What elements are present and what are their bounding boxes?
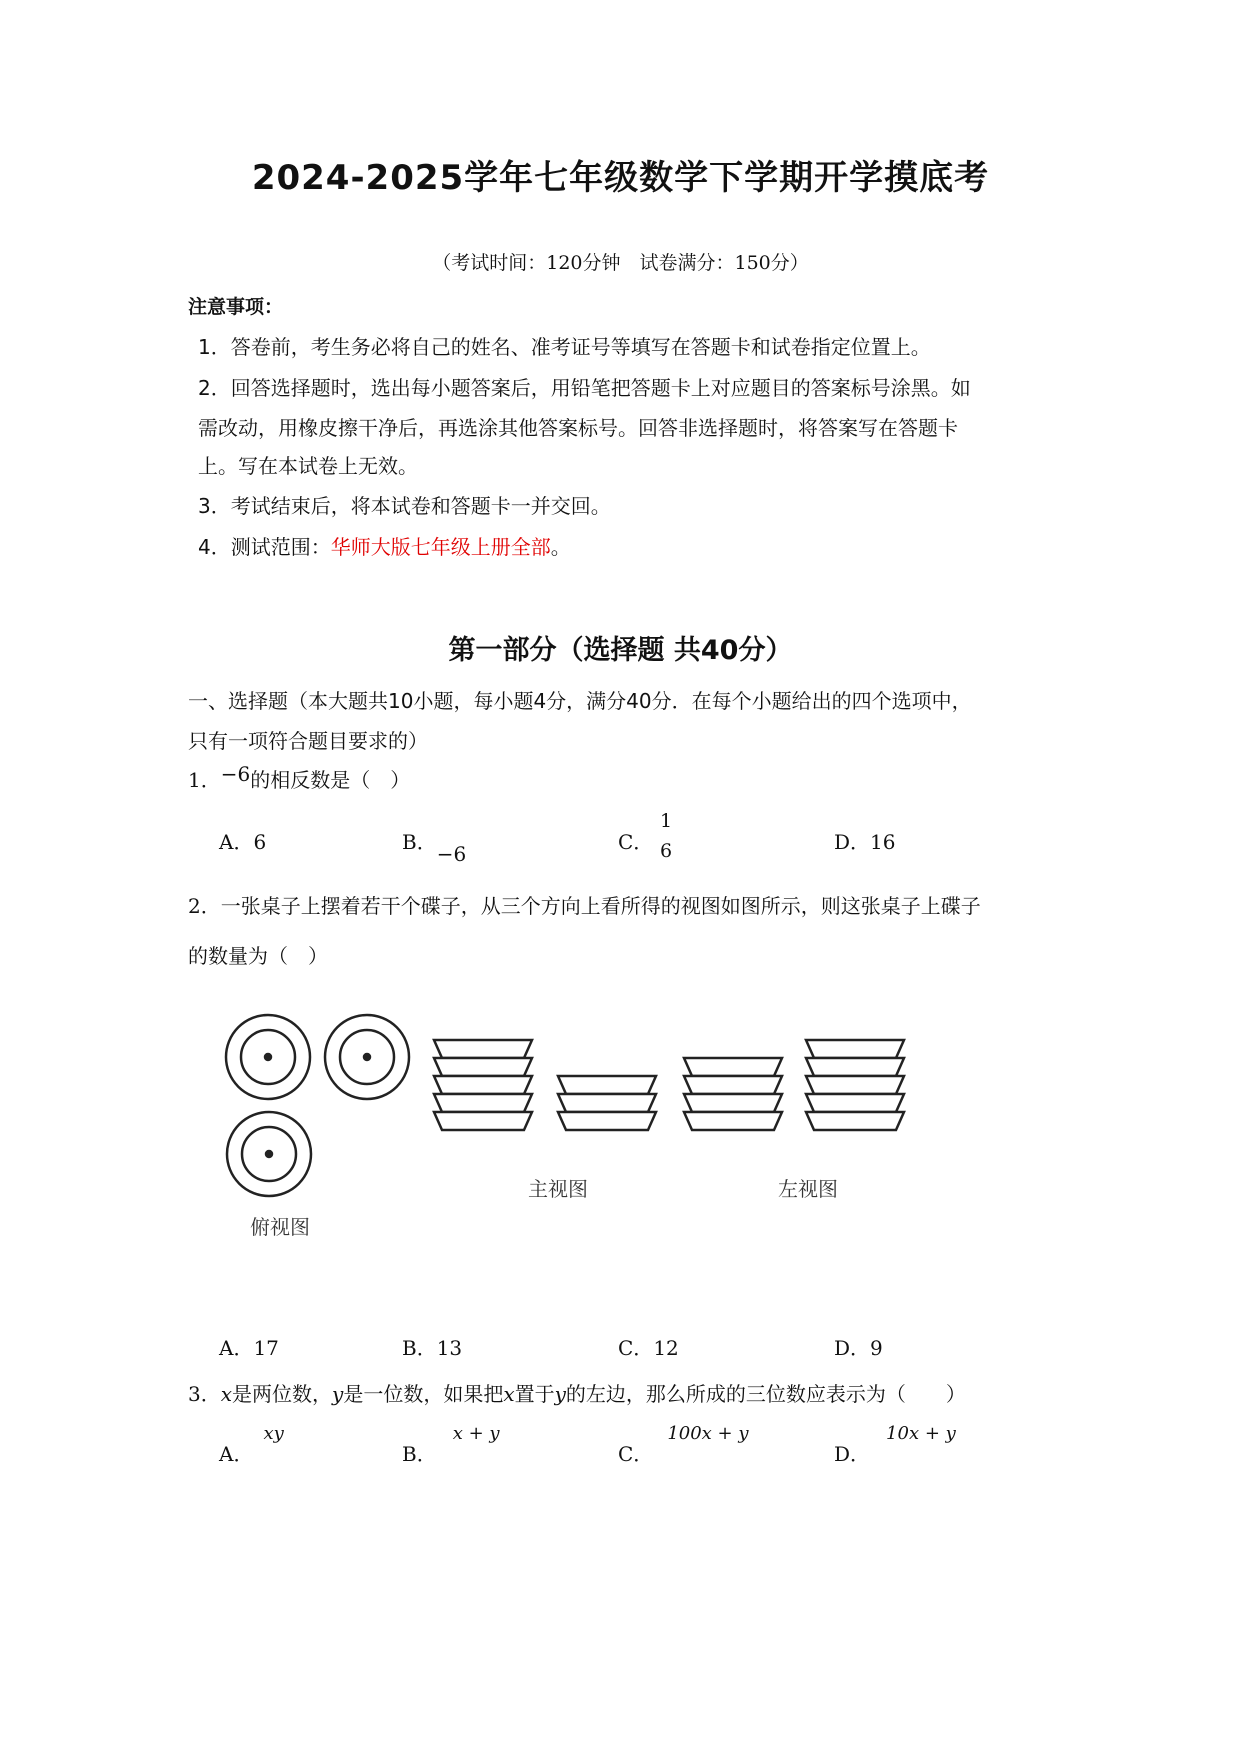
- q1-option-a[interactable]: A．6: [219, 830, 267, 854]
- q3-option-c[interactable]: C．100x + y: [618, 1423, 749, 1466]
- notice-item-4-suffix: 。: [550, 535, 571, 559]
- question-2-line1: 2．一张桌子上摆着若干个碟子，从三个方向上看所得的视图如图所示，则这张桌子上碟子: [188, 894, 981, 918]
- part1-heading: 第一部分（选择题 共40分）: [448, 635, 793, 666]
- q3-option-a[interactable]: A．xy: [219, 1423, 284, 1466]
- notice-item-2: 2．回答选择题时，选出每小题答案后，用铅笔把答题卡上对应题目的答案标号涂黑。如: [198, 376, 971, 400]
- q2-option-b[interactable]: B．13: [402, 1336, 463, 1360]
- q2-option-d[interactable]: D．9: [834, 1336, 883, 1360]
- front-view-stacks: [434, 1040, 656, 1130]
- question-3: 3．x是两位数，y是一位数，如果把x置于y的左边，那么所成的三位数应表示为（ ）: [188, 1382, 966, 1406]
- q2-option-a[interactable]: A．17: [219, 1336, 279, 1360]
- question-1: [188, 764, 410, 793]
- fraction-denominator: 6: [659, 840, 673, 862]
- q1-option-b[interactable]: B．−6: [402, 830, 467, 866]
- var-y: y: [332, 1382, 344, 1406]
- fraction-numerator: 1: [659, 810, 673, 832]
- plates-three-views-figure: [200, 1000, 960, 1260]
- top-view-label: 俯视图: [250, 1215, 310, 1239]
- notice-item-2-cont: 需改动，用橡皮擦干净后，再选涂其他答案标号。回答非选择题时，将答案写在答题卡: [198, 416, 958, 440]
- question-2-line2: 的数量为（ ）: [188, 944, 328, 968]
- question-1-text: 的相反数是（ ）: [250, 768, 411, 792]
- notice-item-2-end: 上。写在本试卷上无效。: [198, 454, 418, 478]
- top-view-plates: [226, 1015, 409, 1196]
- left-view-label: 左视图: [778, 1177, 838, 1201]
- q3-option-d[interactable]: D．10x + y: [834, 1423, 956, 1466]
- exam-subtitle: （考试时间：120分钟 试卷满分：150分）: [432, 252, 809, 274]
- notice-item-1: 1．答卷前，考生务必将自己的姓名、准考证号等填写在答题卡和试卷指定位置上。: [198, 335, 931, 359]
- q1-option-d[interactable]: D．16: [834, 830, 896, 854]
- q1-option-c[interactable]: C．: [618, 830, 654, 854]
- q1-option-c-fraction: [657, 810, 675, 862]
- exam-title: 2024-2025学年七年级数学下学期开学摸底考: [251, 158, 990, 198]
- section-instructions-line1: 一、选择题（本大题共10小题，每小题4分，满分40分．在每个小题给出的四个选项中，: [188, 689, 972, 713]
- notice-item-4-prefix: 4．测试范围：: [198, 535, 331, 559]
- question-1-expr: −6: [220, 762, 251, 786]
- section-instructions-line2: 只有一项符合题目要求的）: [188, 729, 428, 753]
- q3-option-b[interactable]: B．x + y: [402, 1423, 500, 1466]
- front-view-label: 主视图: [528, 1177, 588, 1201]
- question-1-number: 1．: [188, 768, 221, 792]
- test-scope: 华师大版七年级上册全部: [330, 535, 551, 559]
- var-x: x: [220, 1382, 233, 1406]
- notice-item-3: 3．考试结束后，将本试卷和答题卡一并交回。: [198, 494, 611, 518]
- notice-item-4: [198, 531, 571, 560]
- notice-heading: 注意事项：: [188, 296, 284, 318]
- q2-option-c[interactable]: C．12: [618, 1336, 679, 1360]
- left-view-stacks: [684, 1040, 904, 1130]
